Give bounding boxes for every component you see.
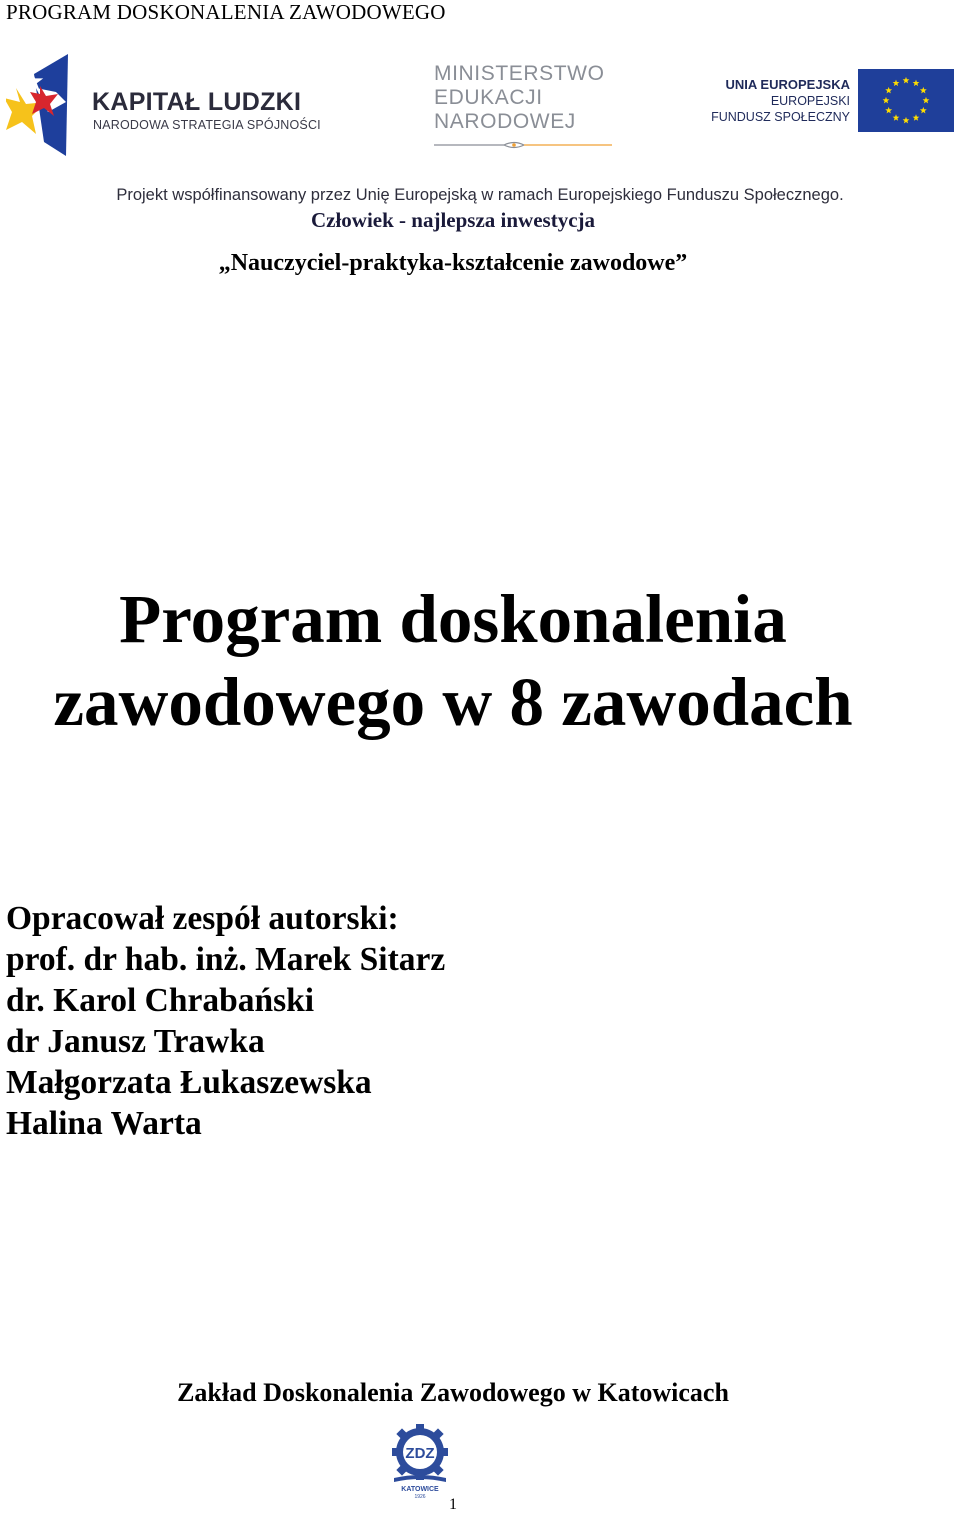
ministerstwo-line-3: NARODOWEJ (434, 110, 576, 133)
ue-line-2: EUROPEJSKI (770, 94, 850, 108)
document-title (0, 578, 906, 744)
slogan: Człowiek - najlepsza inwestycja (310, 208, 596, 232)
ministerstwo-logo-text (434, 62, 605, 134)
title-line-2: zawodowego w 8 zawodach (53, 664, 853, 740)
ministerstwo-pen-line-icon (434, 140, 612, 150)
ue-logo-text (700, 76, 850, 125)
kapital-ludzki-subtitle: NARODOWA STRATEGIA SPÓJNOŚCI (93, 118, 321, 132)
zdz-year: 1926 (414, 1494, 426, 1500)
page-number: 1 (449, 1496, 457, 1513)
kapital-ludzki-name: KAPITAŁ LUDZKI (92, 88, 302, 116)
running-header: PROGRAM DOSKONALENIA ZAWODOWEGO (6, 0, 446, 24)
zdz-city: KATOWICE (401, 1486, 439, 1493)
author-name: prof. dr hab. inż. Marek Sitarz (6, 941, 446, 978)
cofinancing-note: Projekt współfinansowany przez Unię Europejską w ramach Europejskiego Funduszu Społecznego. (116, 186, 844, 204)
author-name: Małgorzata Łukaszewska (6, 1064, 372, 1101)
ministerstwo-line-1: MINISTERSTWO (434, 62, 605, 85)
author-name: Halina Warta (6, 1105, 202, 1142)
project-name: „Nauczyciel-praktyka-kształcenie zawodowe” (218, 250, 688, 276)
ue-line-3: FUNDUSZ SPOŁECZNY (711, 110, 850, 124)
zdz-letters: ZDZ (405, 1445, 435, 1462)
authors-block (6, 898, 445, 1144)
ministerstwo-line-2: EDUKACJI (434, 86, 543, 109)
author-name: dr Janusz Trawka (6, 1023, 265, 1060)
institution-name: Zakład Doskonalenia Zawodowego w Katowicach (177, 1378, 729, 1407)
author-name: dr. Karol Chrabański (6, 982, 315, 1019)
ue-line-1: UNIA EUROPEJSKA (725, 77, 850, 92)
eu-flag-icon (858, 69, 954, 132)
authors-heading: Opracował zespół autorski: (6, 900, 399, 937)
title-line-1: Program doskonalenia (119, 581, 787, 657)
zdz-logo (384, 1420, 456, 1500)
